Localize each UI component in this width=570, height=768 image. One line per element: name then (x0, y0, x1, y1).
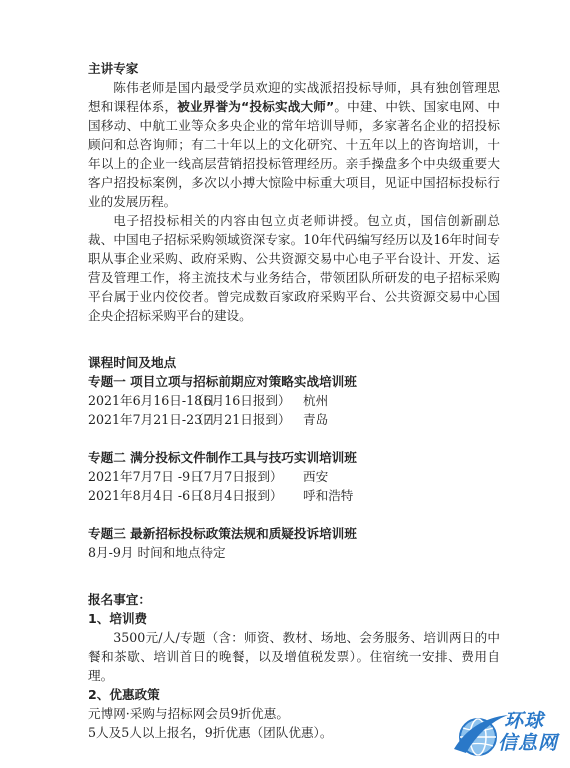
discount-line-1: 元博网·采购与招标网会员9折优惠。 (88, 706, 289, 721)
schedule-heading: 课程时间及地点 (88, 355, 177, 370)
topic-2-title: 专题二 满分投标文件制作工具与技巧实训培训班 (88, 450, 357, 465)
expert-heading: 主讲专家 (88, 61, 139, 76)
document-body (88, 59, 500, 742)
topic-3-note: 8月-9月 时间和地点待定 (88, 545, 226, 560)
expert-paragraph-2: 电子招投标相关的内容由包立贞老师讲授。包立贞，国信创新副总裁、中国电子招标采购领域资深专家。10年代码编写经历以及16年时间专职从事企业采购、政府采购、公共资源交易中心电子平台设计、开发、运营及管理工作，将主流技术与业务结合，带领团队所研发的电子招标采购平台属于业内佼佼者。曾完成数百家政府采购平台、公共资源交易中心国企央企招标采购平台的建设。 (88, 213, 500, 323)
topic-1-session-2: 2021年7月21日-23日 （7月21日报到） 青岛 (88, 412, 329, 427)
topic-2-session-2: 2021年8月4日 -6日 （8月4日报到） 呼和浩特 (88, 488, 354, 503)
topic-3-title: 专题三 最新招标投标政策法规和质疑投诉培训班 (88, 526, 357, 541)
expert-paragraph-1: 陈伟老师是国内最受学员欢迎的实战派招投标导师，具有独创管理思想和课程体系，被业界誉为“投标实战大师”。中建、中铁、国家电网、中国移动、中航工业等众多央企业的常年培训导师，多家著名企业的招投标顾问和总咨询师；有二十年以上的文化研究、十五年以上的咨询培训，十年以上的企业一线高层营销招投标管理经历。亲手操盘多个中央级重要大客户招投标案例，多次以小搏大惊险中标重大项目，见证中国招标投标行业的发展历程。 (88, 80, 501, 209)
fee-text: 3500元/人/专题（含：师资、教材、场地、会务服务、培训两日的中餐和茶歇、培训首日的晚餐，以及增值税发票）。住宿统一安排、费用自理。 (88, 630, 500, 683)
logo-text-line-2: 信息网 (498, 732, 559, 754)
signup-heading: 报名事宜： (88, 592, 151, 607)
site-logo (452, 703, 564, 763)
topic-1-session-1: 2021年6月16日-18日 （6月16日报到） 杭州 (88, 393, 329, 408)
topic-2-session-1: 2021年7月7日 -9日 （7月7日报到） 西安 (88, 469, 329, 484)
fee-heading: 1、培训费 (88, 611, 148, 626)
topic-1-title: 专题一 项目立项与招标前期应对策略实战培训班 (88, 374, 357, 389)
expert-title-bold: 被业界誉为“投标实战大师” (177, 99, 335, 114)
logo-text-line-1: 环球 (504, 710, 545, 732)
discount-heading: 2、优惠政策 (88, 687, 160, 702)
discount-line-2: 5人及5人以上报名，9折优惠（团队优惠）。 (88, 725, 333, 740)
